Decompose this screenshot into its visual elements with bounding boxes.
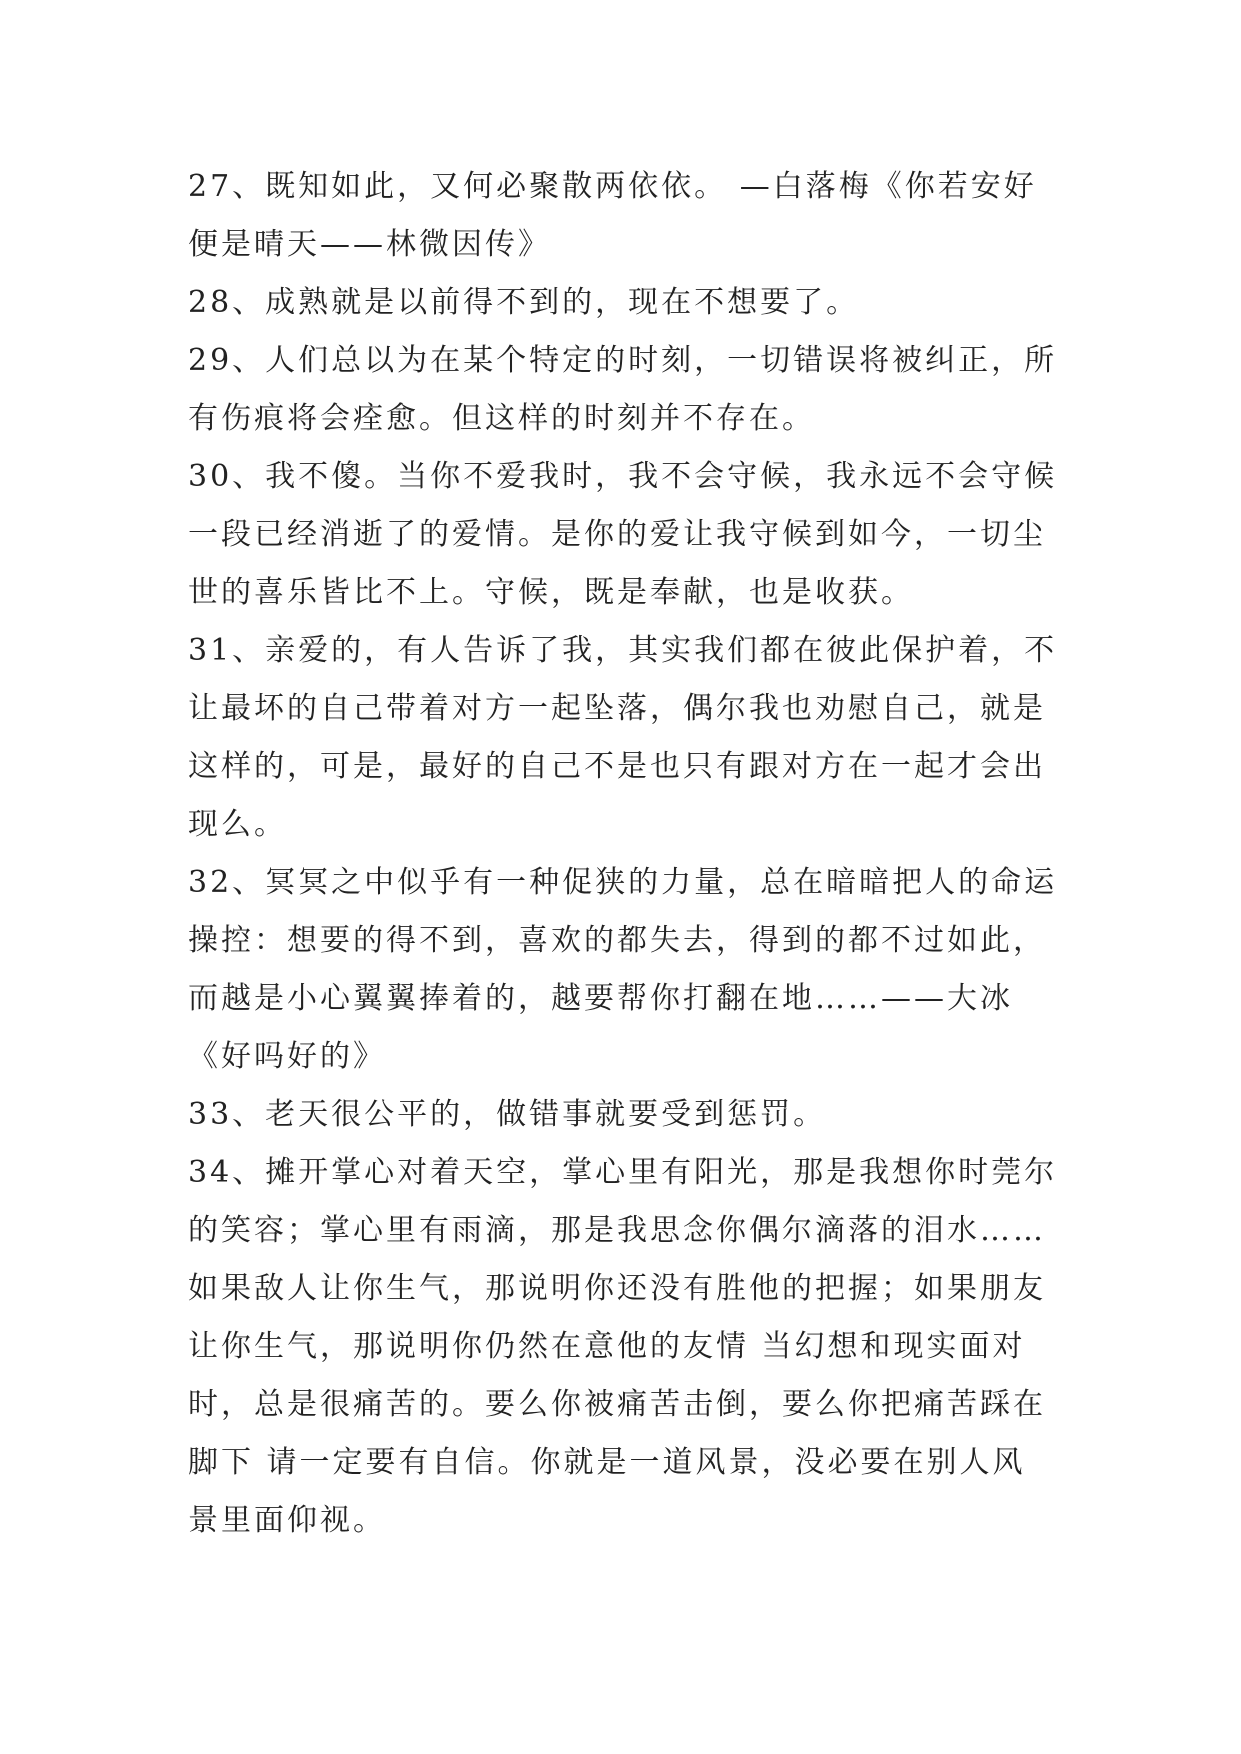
text-line-quote-30: 30、我不傻。当你不爱我时，我不会守候，我永远不会守候 — [188, 459, 1058, 494]
text-line-quote-29-cont: 有伤痕将会痊愈。但这样的时刻并不存在。 — [188, 401, 815, 436]
text-line-quote-34-cont: 如果敌人让你生气，那说明你还没有胜他的把握；如果朋友 — [188, 1271, 1046, 1306]
text-line-quote-34-cont: 景里面仰视。 — [188, 1503, 386, 1538]
text-line-quote-34-cont: 的笑容；掌心里有雨滴，那是我思念你偶尔滴落的泪水…… — [188, 1213, 1046, 1248]
text-line-quote-27-cont: 便是晴天——林微因传》 — [188, 227, 551, 262]
text-line-quote-31-cont: 这样的，可是，最好的自己不是也只有跟对方在一起才会出 — [188, 749, 1046, 784]
text-line-quote-31-cont: 让最坏的自己带着对方一起坠落，偶尔我也劝慰自己，就是 — [188, 691, 1046, 726]
text-line-quote-30-cont: 世的喜乐皆比不上。守候，既是奉献，也是收获。 — [188, 575, 914, 610]
text-line-quote-34: 34、摊开掌心对着天空，掌心里有阳光，那是我想你时莞尔 — [188, 1155, 1058, 1190]
text-line-quote-32: 32、冥冥之中似乎有一种促狭的力量，总在暗暗把人的命运 — [188, 865, 1058, 900]
text-line-quote-33: 33、老天很公平的，做错事就要受到惩罚。 — [188, 1097, 827, 1132]
quote-text-body — [188, 158, 1068, 1550]
text-line-quote-34-cont: 时，总是很痛苦的。要么你被痛苦击倒，要么你把痛苦踩在 — [188, 1387, 1046, 1422]
text-line-quote-34-cont: 脚下 请一定要有自信。你就是一道风景，没必要在别人风 — [188, 1445, 1026, 1480]
text-line-quote-32-cont: 操控：想要的得不到，喜欢的都失去，得到的都不过如此， — [188, 923, 1046, 958]
text-line-quote-32-cont: 《好吗好的》 — [188, 1039, 386, 1074]
text-line-quote-32-cont: 而越是小心翼翼捧着的，越要帮你打翻在地……——大冰 — [188, 981, 1013, 1016]
text-line-quote-30-cont: 一段已经消逝了的爱情。是你的爱让我守候到如今，一切尘 — [188, 517, 1046, 552]
text-line-quote-31-cont: 现么。 — [188, 807, 287, 842]
text-line-quote-34-cont: 让你生气，那说明你仍然在意他的友情 当幻想和现实面对 — [188, 1329, 1026, 1364]
text-line-quote-27: 27、既知如此，又何必聚散两依依。 —白落梅《你若安好 — [188, 169, 1037, 204]
text-line-quote-29: 29、人们总以为在某个特定的时刻，一切错误将被纠正，所 — [188, 343, 1058, 378]
text-line-quote-31: 31、亲爱的，有人告诉了我，其实我们都在彼此保护着，不 — [188, 633, 1058, 668]
text-line-quote-28: 28、成熟就是以前得不到的，现在不想要了。 — [188, 285, 860, 320]
